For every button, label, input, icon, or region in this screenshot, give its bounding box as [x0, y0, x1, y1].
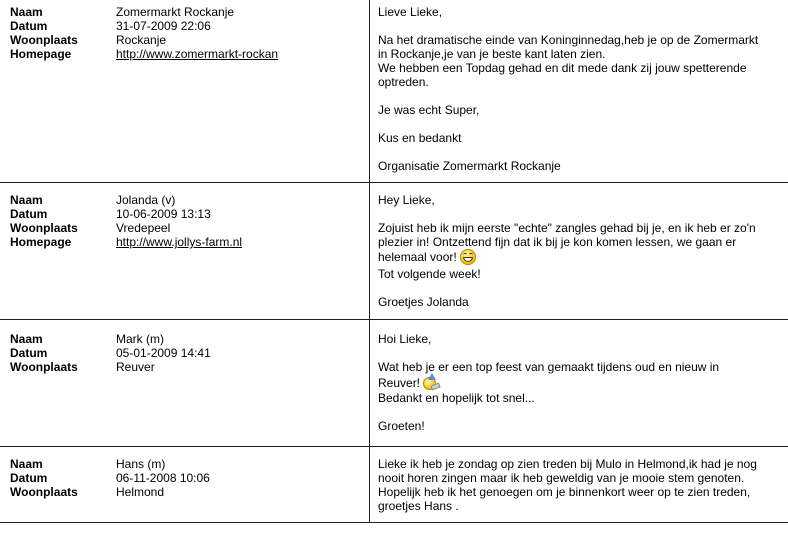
guestbook-entry: [0, 183, 788, 320]
entry-meta: [10, 457, 210, 499]
name-label: Naam: [10, 457, 43, 471]
message-text: Zojuist heb ik mijn eerste "echte" zangles gehad bij je, en ik heb er zo'n plezier in! Ontzettend fijn dat ik bij je kon komen lessen, we gaan er helemaal voor!: [378, 221, 756, 264]
residence-label: Woonplaats: [10, 33, 78, 47]
homepage-label: Homepage: [10, 235, 72, 249]
message-greeting: Hoi Lieke,: [378, 332, 432, 346]
residence-label: Woonplaats: [10, 360, 78, 374]
party-icon: [422, 374, 438, 391]
homepage-label: Homepage: [10, 47, 72, 61]
date-value: 05-01-2009 14:41: [116, 346, 211, 360]
name-value: Mark (m): [116, 332, 164, 346]
message-signature: Organisatie Zomermarkt Rockanje: [378, 159, 561, 173]
message-text: Tot volgende week!: [378, 267, 481, 281]
message-signature: Groeten!: [378, 419, 425, 433]
residence-label: Woonplaats: [10, 221, 78, 235]
date-label: Datum: [10, 471, 48, 485]
guestbook-entry: [0, 447, 788, 523]
message-text: Lieke ik heb je zondag op zien treden bij Mulo in Helmond,ik had je nog nooit horen zingen maar ik heb geweldig van je mooie stem genoten. Hopelijk heb ik het genoegen om je binnenkort weer op te zien treden, groetjes Hans .: [378, 457, 757, 513]
date-value: 31-07-2009 22:06: [116, 19, 211, 33]
message-text: Kus en bedankt: [378, 131, 462, 145]
message-text: Je was echt Super,: [378, 103, 480, 117]
message-text: Na het dramatische einde van Koninginnedag,heb je op de Zomermarkt in Rockanje,je van je beste kant laten zien. We hebben een Topdag gehad en dit mede dank zij jouw spetterende optreden.: [378, 33, 759, 89]
column-divider: [369, 183, 370, 319]
entry-meta: [10, 193, 242, 249]
name-value: Jolanda (v): [116, 193, 176, 207]
name-value: Hans (m): [116, 457, 166, 471]
date-value: 06-11-2008 10:06: [116, 471, 210, 485]
entry-message: [378, 457, 763, 513]
residence-value: Reuver: [116, 360, 155, 374]
message-greeting: Lieve Lieke,: [378, 5, 443, 19]
homepage-link[interactable]: http://www.jollys-farm.nl: [116, 235, 243, 249]
residence-value: Vredepeel: [116, 221, 171, 235]
column-divider: [369, 447, 370, 522]
message-greeting: Hey Lieke,: [378, 193, 435, 207]
entry-meta: [10, 5, 278, 61]
date-label: Datum: [10, 346, 48, 360]
date-label: Datum: [10, 207, 48, 221]
date-label: Datum: [10, 19, 48, 33]
entry-message: [378, 193, 763, 309]
residence-value: Rockanje: [116, 33, 167, 47]
message-text: Bedankt en hopelijk tot snel...: [378, 391, 535, 405]
guestbook-entry: [0, 0, 788, 183]
entry-meta: [10, 332, 211, 374]
name-label: Naam: [10, 332, 43, 346]
homepage-link[interactable]: http://www.zomermarkt-rockan: [116, 47, 279, 61]
grin-icon: [460, 249, 476, 265]
column-divider: [369, 320, 370, 446]
guestbook-entry: [0, 320, 788, 447]
message-signature: Groetjes Jolanda: [378, 295, 469, 309]
residence-label: Woonplaats: [10, 485, 78, 499]
residence-value: Helmond: [116, 485, 165, 499]
entry-message: [378, 332, 763, 433]
message-text: Wat heb je er een top feest van gemaakt tijdens oud en nieuw in Reuver!: [378, 360, 720, 390]
entry-message: [378, 5, 763, 173]
name-label: Naam: [10, 193, 43, 207]
date-value: 10-06-2009 13:13: [116, 207, 211, 221]
name-label: Naam: [10, 5, 43, 19]
column-divider: [369, 0, 370, 182]
name-value: Zomermarkt Rockanje: [116, 5, 235, 19]
